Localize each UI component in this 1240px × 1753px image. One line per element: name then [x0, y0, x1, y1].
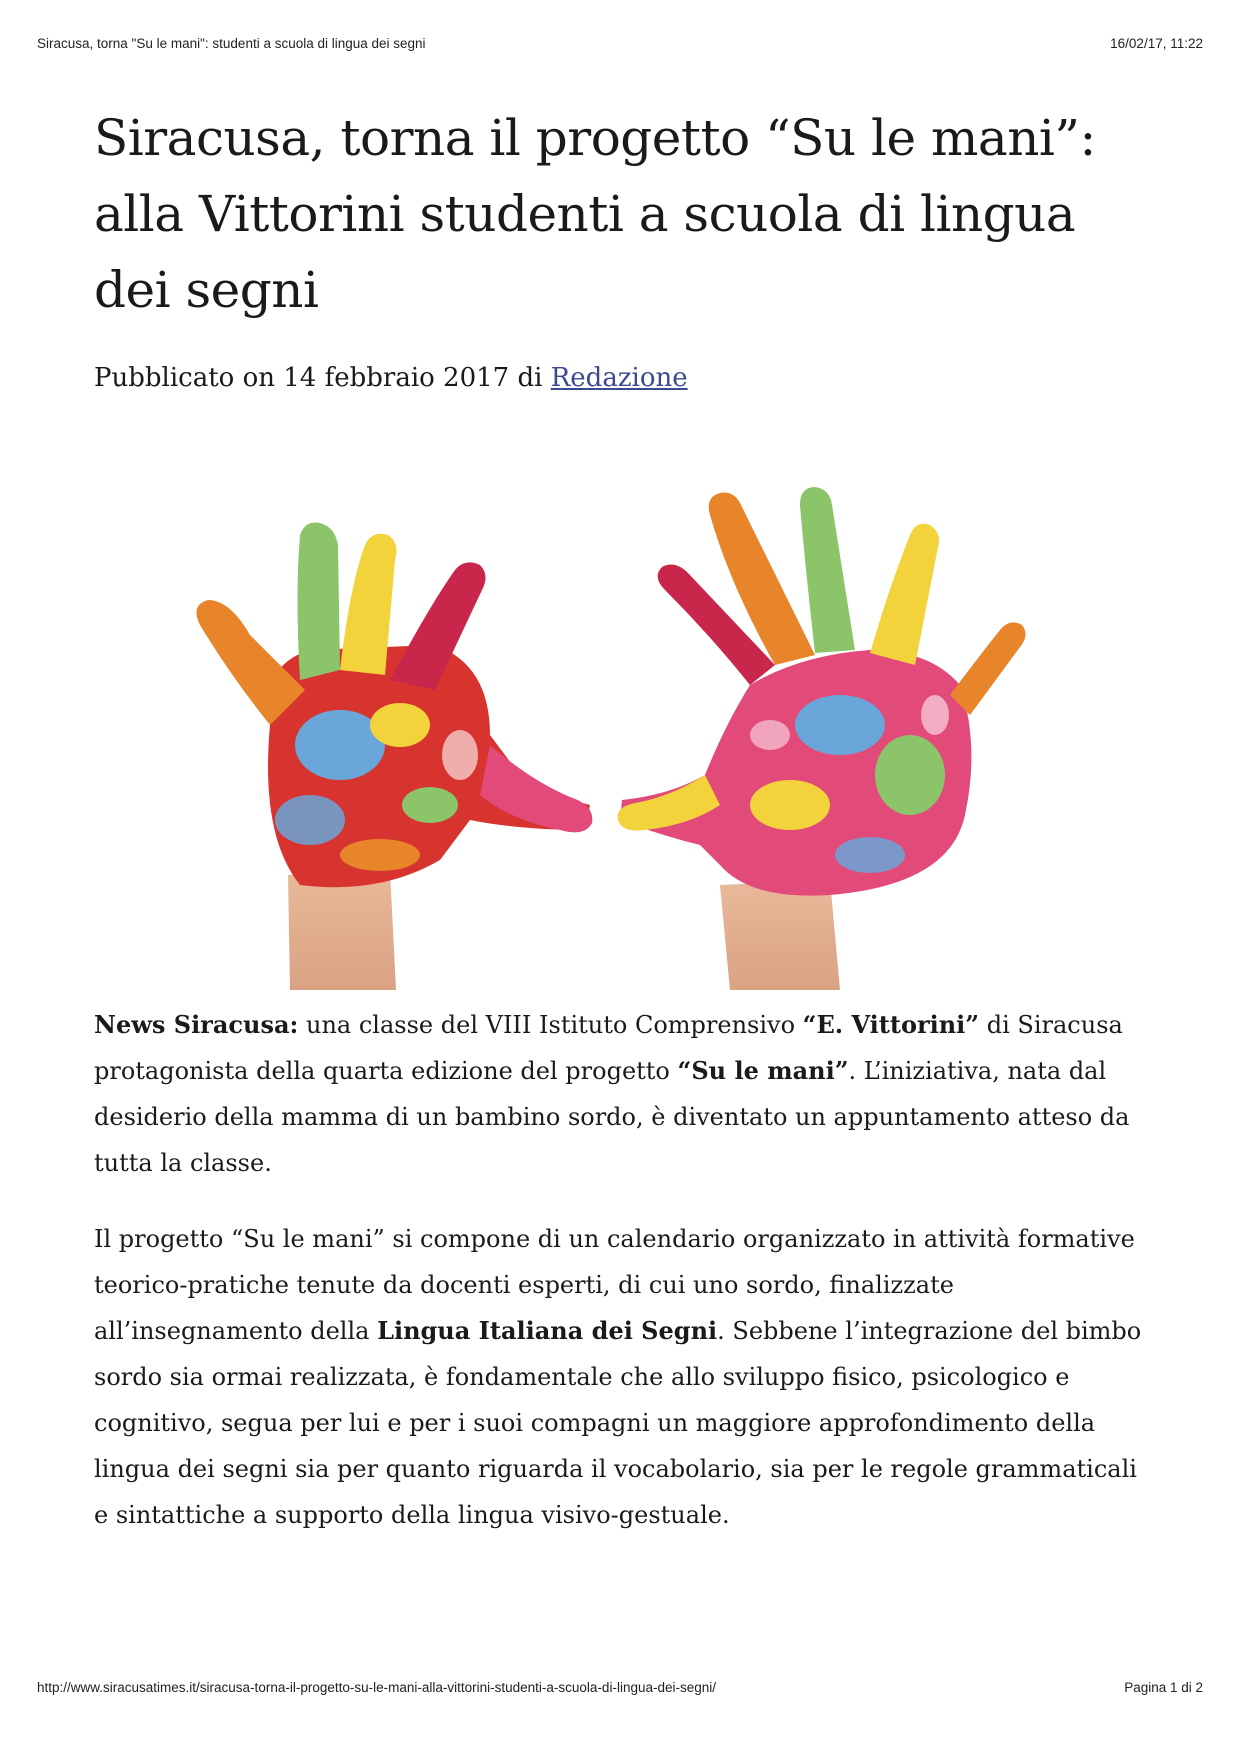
print-header-title: Siracusa, torna "Su le mani": studenti a scuola di lingua dei segni — [37, 36, 426, 51]
paragraph-intro — [94, 1002, 1154, 1186]
article — [94, 100, 1154, 395]
print-footer-url: http://www.siracusatimes.it/siracusa-torna-il-progetto-su-le-mani-alla-vittorini-studenti-a-scuola-di-lingua-dei-segni/ — [37, 1680, 717, 1695]
print-header — [37, 36, 1203, 56]
lis-name: Lingua Italiana dei Segni — [377, 1316, 718, 1345]
painted-hands-icon — [190, 475, 1030, 990]
paragraph-text: . L’iniziativa, nata dal desiderio della mamma di un bambino sordo, è diventato un appuntamento atteso da tutta la classe. — [94, 1057, 1130, 1177]
lead-label: News Siracusa: — [94, 1010, 299, 1039]
print-footer — [37, 1680, 1203, 1700]
paragraph-text: di Siracusa protagonista della quarta edizione del progetto — [94, 1011, 1123, 1085]
painted-hands-image — [190, 475, 1030, 990]
author-link[interactable]: Redazione — [550, 363, 688, 393]
article-title: Siracusa, torna il progetto “Su le mani”: alla Vittorini studenti a scuola di lingua dei segni — [94, 109, 1096, 319]
article-meta — [94, 361, 1154, 395]
paragraph-text: . Sebbene l’integrazione del bimbo sordo sia ormai realizzata, è fondamentale che allo sviluppo fisico, psicologico e cognitivo, segua per lui e per i suoi compagni un maggiore approfondimento della lingua dei segni sia per quanto riguarda il vocabolario, sia per le regole grammaticali e sintattiche a supporto della lingua visivo-gestuale. — [94, 1317, 1142, 1529]
print-footer-page: Pagina 1 di 2 — [1124, 1680, 1203, 1695]
publish-info: Pubblicato on 14 febbraio 2017 di — [94, 363, 551, 393]
school-name: “E. Vittorini” — [802, 1010, 980, 1039]
paragraph-text: Il progetto “Su le mani” si compone di un calendario organizzato in attività formative teorico-pratiche tenute da docenti esperti, di cui uno sordo, finalizzate all’insegnamento della — [94, 1225, 1135, 1345]
paragraph-text: una classe del VIII Istituto Comprensivo — [298, 1011, 803, 1039]
article-body — [94, 1002, 1154, 1568]
print-header-datetime: 16/02/17, 11:22 — [1110, 36, 1203, 51]
paragraph-project — [94, 1216, 1154, 1538]
project-name: “Su le mani” — [677, 1056, 849, 1085]
